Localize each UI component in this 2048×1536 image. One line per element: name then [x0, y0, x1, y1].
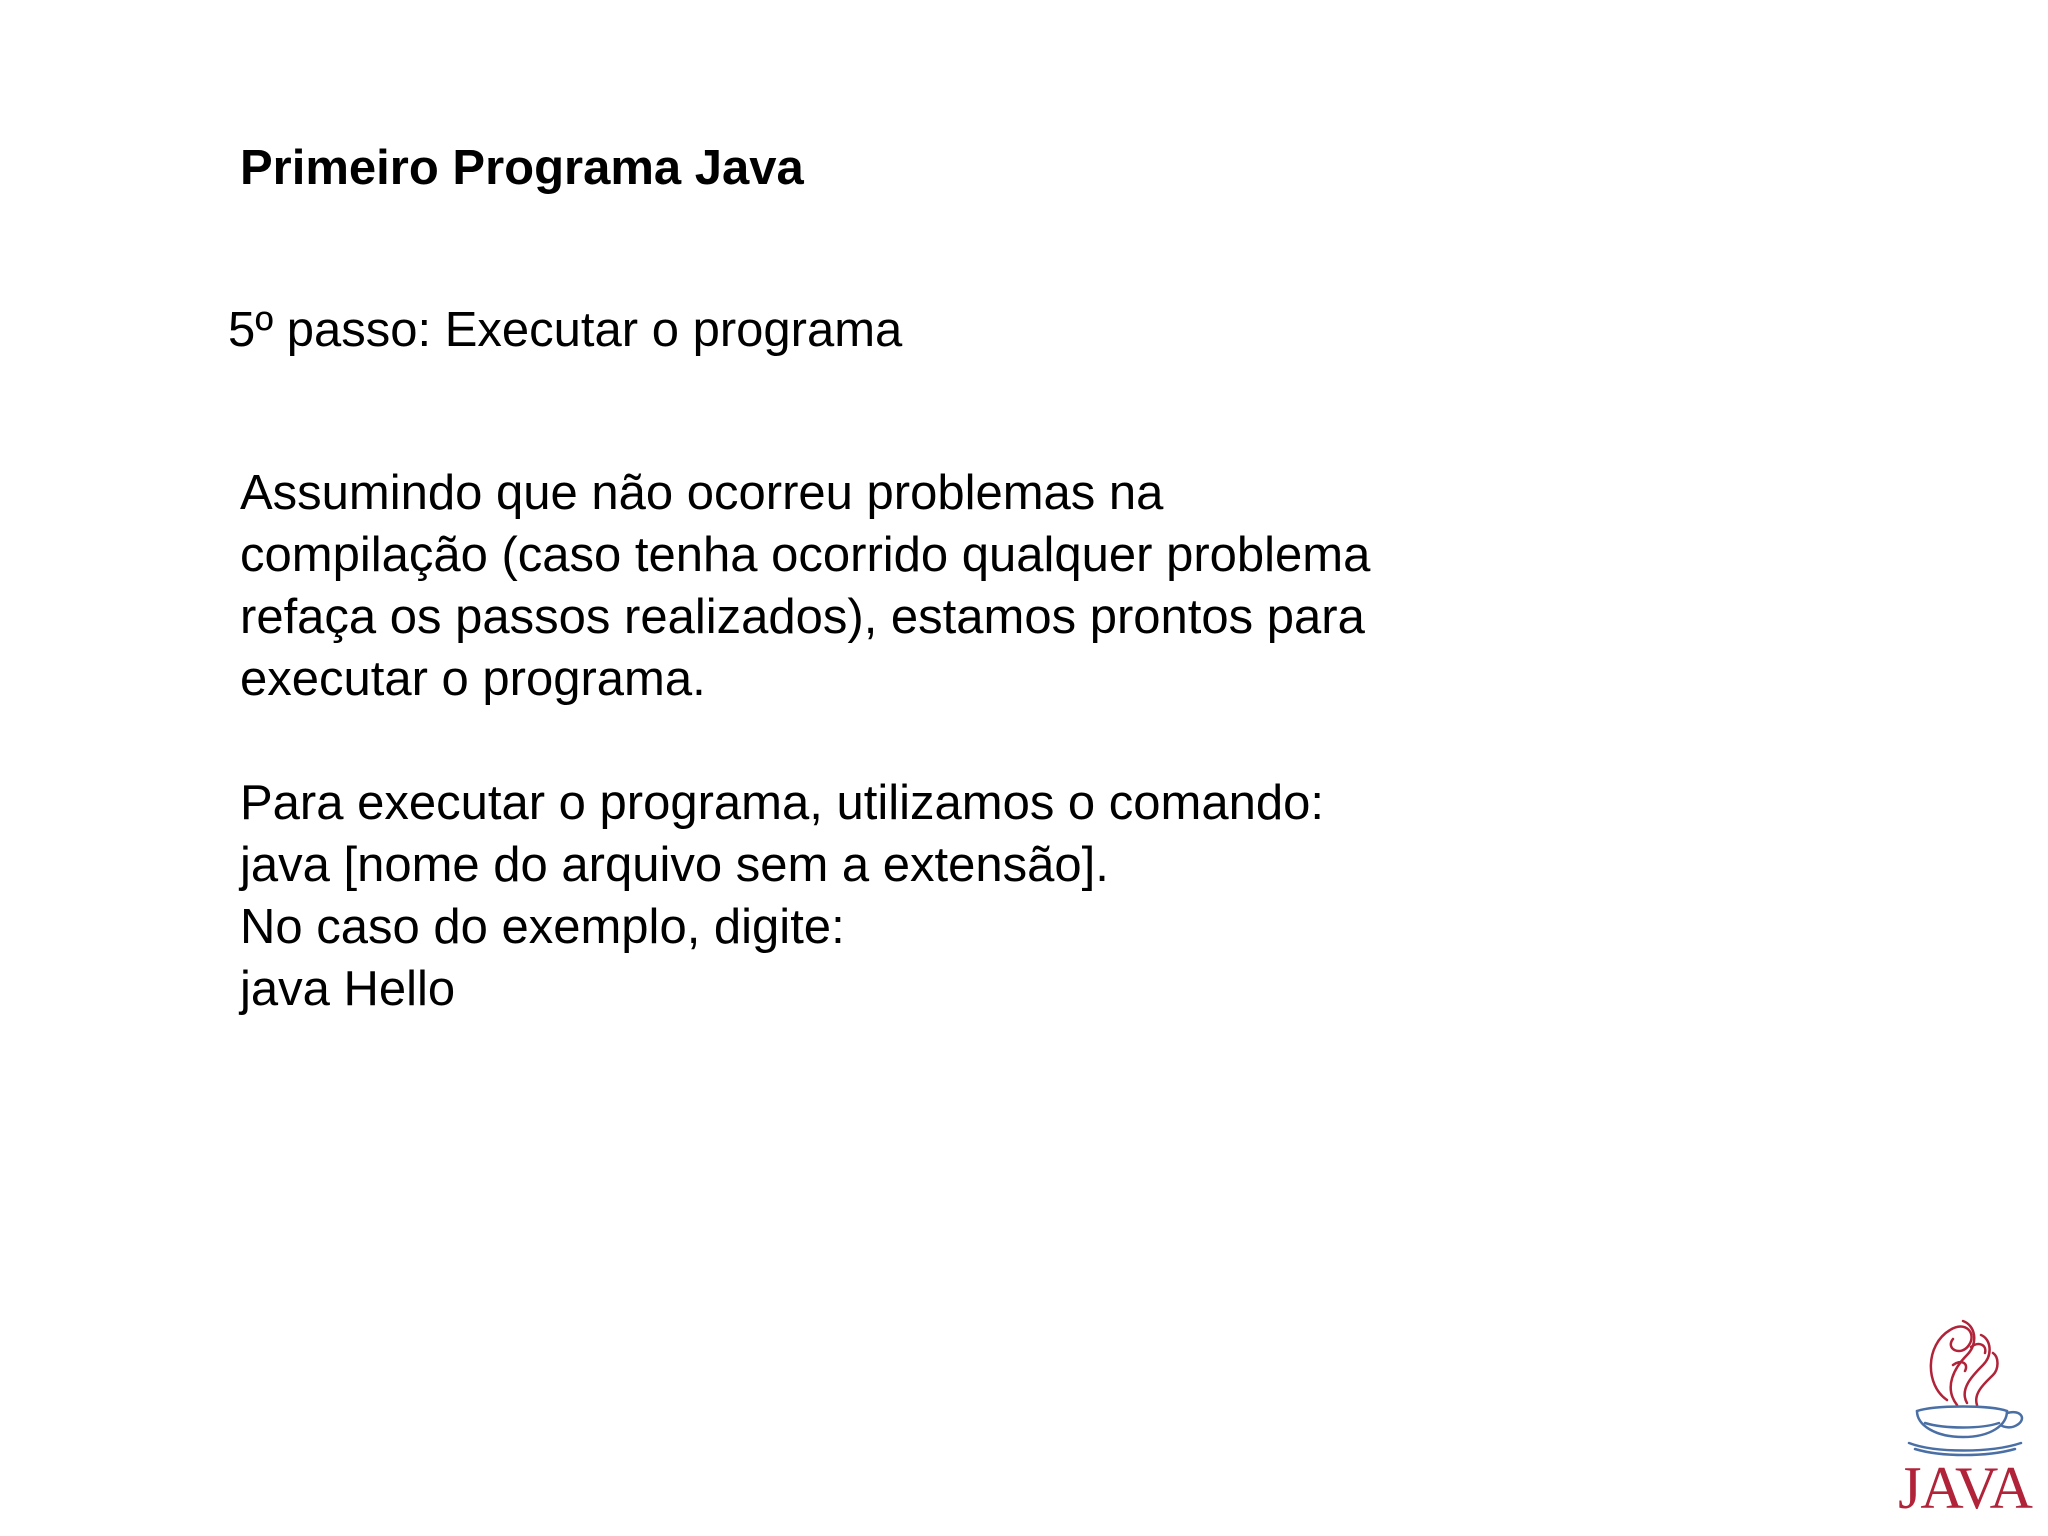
java-logo — [1895, 1305, 2035, 1525]
body-line: refaça os passos realizados), estamos prontos para — [240, 590, 1365, 644]
paragraph-spacer — [240, 710, 1540, 772]
paragraph-intro — [240, 462, 1540, 710]
command-line: java Hello — [240, 962, 456, 1016]
java-coffee-cup-icon — [1895, 1305, 2035, 1465]
slide-body — [240, 462, 1540, 1020]
slide-title: Primeiro Programa Java — [240, 141, 804, 195]
java-logo-text: JAVA — [1898, 1455, 2032, 1521]
paragraph-instructions — [240, 772, 1540, 1020]
body-line: executar o programa. — [240, 652, 706, 706]
body-line: Para executar o programa, utilizamos o comando: — [240, 776, 1324, 830]
step-heading: 5º passo: Executar o programa — [228, 303, 903, 357]
body-line: java [nome do arquivo sem a extensão]. — [240, 838, 1109, 892]
body-line: compilação (caso tenha ocorrido qualquer problema — [240, 528, 1371, 582]
body-line: Assumindo que não ocorreu problemas na — [240, 466, 1164, 520]
body-line: No caso do exemplo, digite: — [240, 900, 845, 954]
